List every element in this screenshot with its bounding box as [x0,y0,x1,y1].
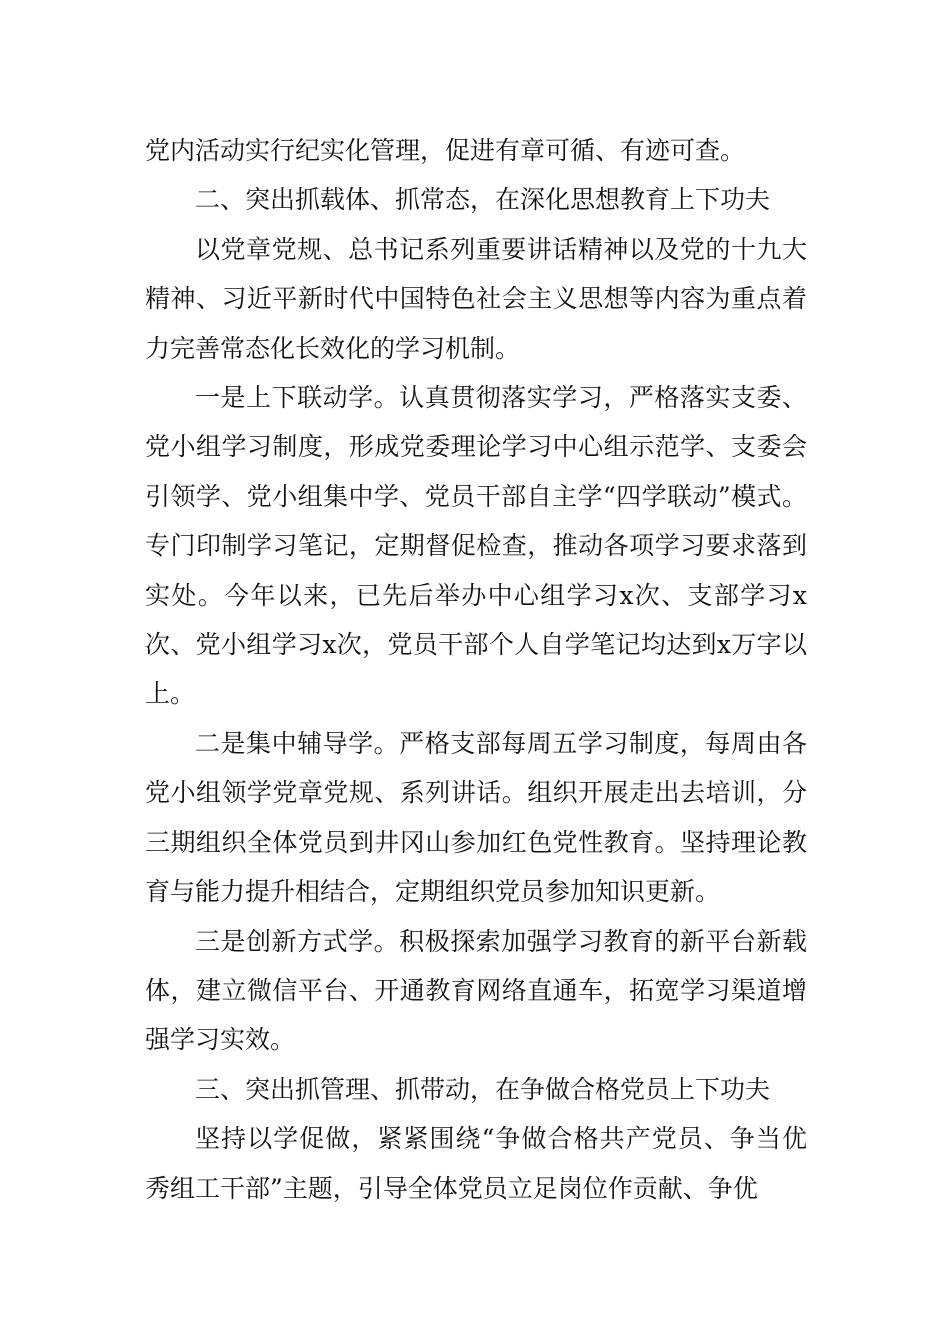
section-heading-three: 三、突出抓管理、抓带动，在争做合格党员上下功夫 [195,1074,771,1104]
paragraph-linked-study: 一是上下联动学。认真贯彻落实学习，严格落实支委、党小组学习制度，形成党委理论学习中心组示范学、支委会引领学、党小组集中学、党员干部自主学“四学联动”模式。专门印制学习笔记，定期督促检查，推动各项学习要求落到实处。今年以来，已先后举办中心组学习x次、支部学习x次、党小组学习x次，党员干部个人自学笔记均达到x万字以上。 [145,383,807,709]
section-heading-two: 二、突出抓载体、抓常态，在深化思想教育上下功夫 [195,185,771,215]
paragraph-guided-study: 二是集中辅导学。严格支部每周五学习制度，每周由各党小组领学党章党规、系列讲话。组织开展走出去培训，分三期组织全体党员到井冈山参加红色党性教育。坚持理论教育与能力提升相结合，定期组织党员参加知识更新。 [145,728,807,907]
paragraph-innovative-study: 三是创新方式学。积极探索加强学习教育的新平台新载体，建立微信平台、开通教育网络直通车，拓宽学习渠道增强学习实效。 [145,926,807,1055]
paragraph-learn-and-act: 坚持以学促做，紧紧围绕“争做合格共产党员、争当优秀组工干部”主题，引导全体党员立足岗位作贡献、争优 [145,1124,807,1203]
paragraph-continuation: 党内活动实行纪实化管理，促进有章可循、有迹可查。 [145,136,746,165]
document-body [145,126,807,1213]
paragraph-study-focus: 以党章党规、总书记系列重要讲话精神以及党的十九大精神、习近平新时代中国特色社会主义思想等内容为重点着力完善常态化长效化的学习机制。 [145,234,807,363]
